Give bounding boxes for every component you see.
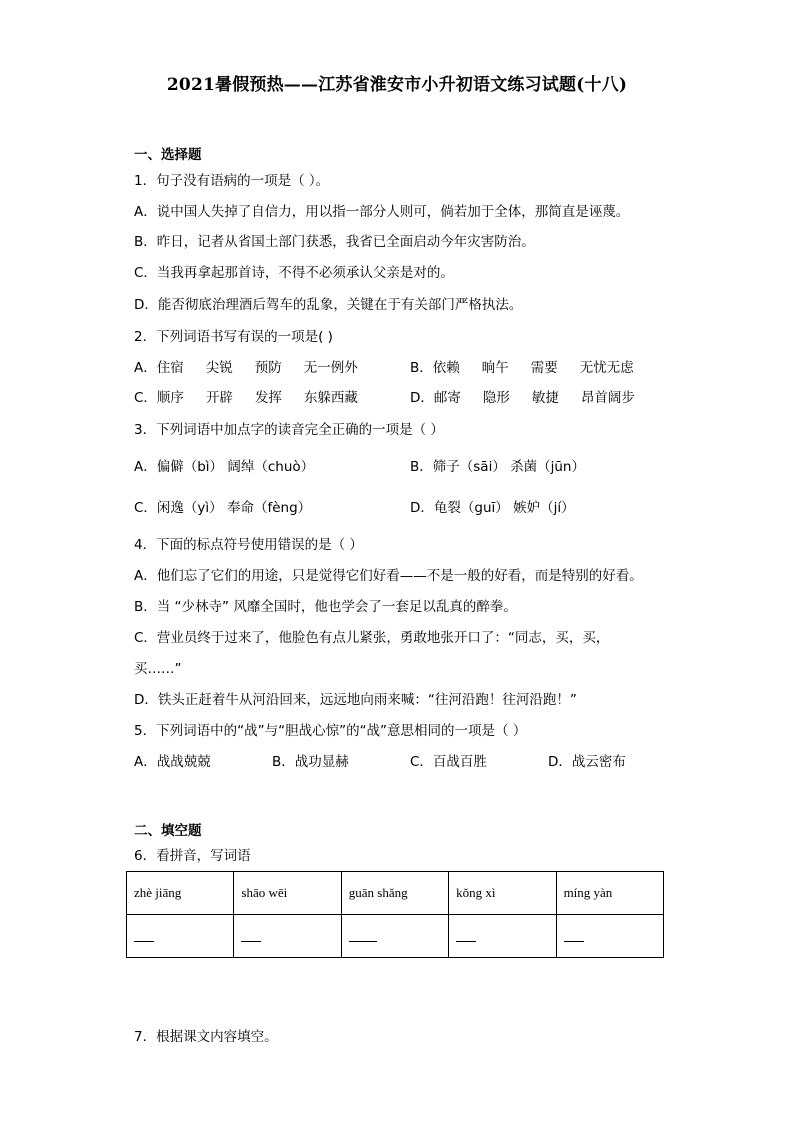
blank-line: [456, 933, 476, 942]
question-7-stem: 7．根据课文内容填空。: [134, 1029, 278, 1045]
blank-line: [564, 933, 584, 942]
question-1-option-b: B．昨日，记者从省国土部门获悉，我省已全面启动今年灾害防治。: [134, 234, 535, 250]
pinyin-cell: zhè jiāng: [127, 872, 234, 915]
word: C．顺序: [134, 390, 184, 406]
section-heading-fill: 二、填空题: [134, 823, 202, 839]
question-4-stem: 4．下面的标点符号使用错误的是（ ）: [134, 537, 363, 553]
pinyin-cell: kǒng xì: [449, 872, 556, 915]
question-3-stem: 3．下列词语中加点字的读音完全正确的一项是（ ）: [134, 422, 444, 438]
word: B．依赖: [410, 360, 460, 376]
question-1-option-d: D．能否彻底治理酒后驾车的乱象，关键在于有关部门严格执法。: [134, 297, 523, 313]
question-5-stem: 5．下列词语中的“战”与“胆战心惊”的“战”意思相同的一项是（ ）: [134, 723, 527, 739]
question-5-option-d: D．战云密布: [548, 754, 626, 770]
question-2-option-a: [134, 359, 358, 377]
question-2-stem: 2．下列词语书写有误的一项是( ): [134, 329, 333, 345]
question-4-option-c-cont: 买……”: [134, 661, 182, 677]
question-1-option-a: A．说中国人失掉了自信力，用以指一部分人则可，倘若加于全体，那简直是诬蔑。: [134, 204, 630, 220]
section-heading-choice: 一、选择题: [134, 147, 202, 163]
question-1-stem: 1．句子没有语病的一项是（ ）。: [134, 173, 330, 189]
question-1-option-c: C．当我再拿起那首诗，不得不必须承认父亲是对的。: [134, 265, 454, 281]
question-5-option-b: B．战功显赫: [272, 754, 349, 770]
question-4-option-a: A．他们忘了它们的用途，只是觉得它们好看——不是一般的好看，而是特别的好看。: [134, 568, 643, 584]
word: 敏捷: [531, 390, 559, 406]
word: 发挥: [254, 390, 282, 406]
word: 开辟: [205, 390, 233, 406]
pinyin-table: [126, 871, 664, 958]
answer-blank[interactable]: [449, 915, 556, 958]
pinyin-cell: guān shǎng: [341, 872, 448, 915]
word: A．住宿: [134, 360, 184, 376]
word: 尖锐: [205, 360, 233, 376]
question-5-option-a: A．战战兢兢: [134, 754, 211, 770]
word: 东躲西藏: [303, 390, 358, 406]
question-5-option-c: C．百战百胜: [410, 754, 487, 770]
question-6-stem: 6．看拼音，写词语: [134, 848, 251, 864]
pinyin-cell: míng yàn: [556, 872, 663, 915]
pinyin-row: [127, 872, 664, 915]
blank-line: [349, 933, 377, 942]
question-2-option-b: [410, 359, 634, 377]
word: 隐形: [482, 390, 510, 406]
word: 晌午: [481, 360, 509, 376]
page-title: 2021暑假预热——江苏省淮安市小升初语文练习试题(十八): [166, 75, 628, 95]
answer-blank[interactable]: [556, 915, 663, 958]
question-4-option-b: B．当 “少林寺” 风靡全国时，他也学会了一套足以乱真的醉拳。: [134, 599, 517, 615]
question-4-option-d: D．铁头正赶着牛从河沿回来，远远地向雨来喊：“往河沿跑！往河沿跑！”: [134, 692, 577, 708]
answer-blank[interactable]: [234, 915, 341, 958]
question-3-option-c: C．闲逸（yì） 奉命（fèng）: [134, 500, 312, 516]
answer-blank[interactable]: [127, 915, 234, 958]
word: 需要: [530, 360, 558, 376]
word: 预防: [254, 360, 282, 376]
answer-row: [127, 915, 664, 958]
question-3-option-b: B．筛子（sāi） 杀菌（jūn）: [410, 459, 585, 475]
question-3-option-a: A．偏僻（bì） 阔绰（chuò）: [134, 459, 315, 475]
question-4-option-c: C．营业员终于过来了，他脸色有点儿紧张，勇敢地张开口了：“同志，买，买，: [134, 630, 610, 646]
question-2-option-c: [134, 389, 358, 407]
blank-line: [134, 933, 154, 942]
blank-line: [241, 933, 261, 942]
answer-blank[interactable]: [341, 915, 448, 958]
word: 昂首阔步: [580, 390, 635, 406]
pinyin-cell: shāo wēi: [234, 872, 341, 915]
word: D．邮寄: [410, 390, 461, 406]
word: 无忧无虑: [579, 360, 634, 376]
question-2-option-d: [410, 389, 635, 407]
word: 无一例外: [303, 360, 358, 376]
question-3-option-d: D．龟裂（guī） 嫉妒（jí）: [410, 500, 575, 516]
